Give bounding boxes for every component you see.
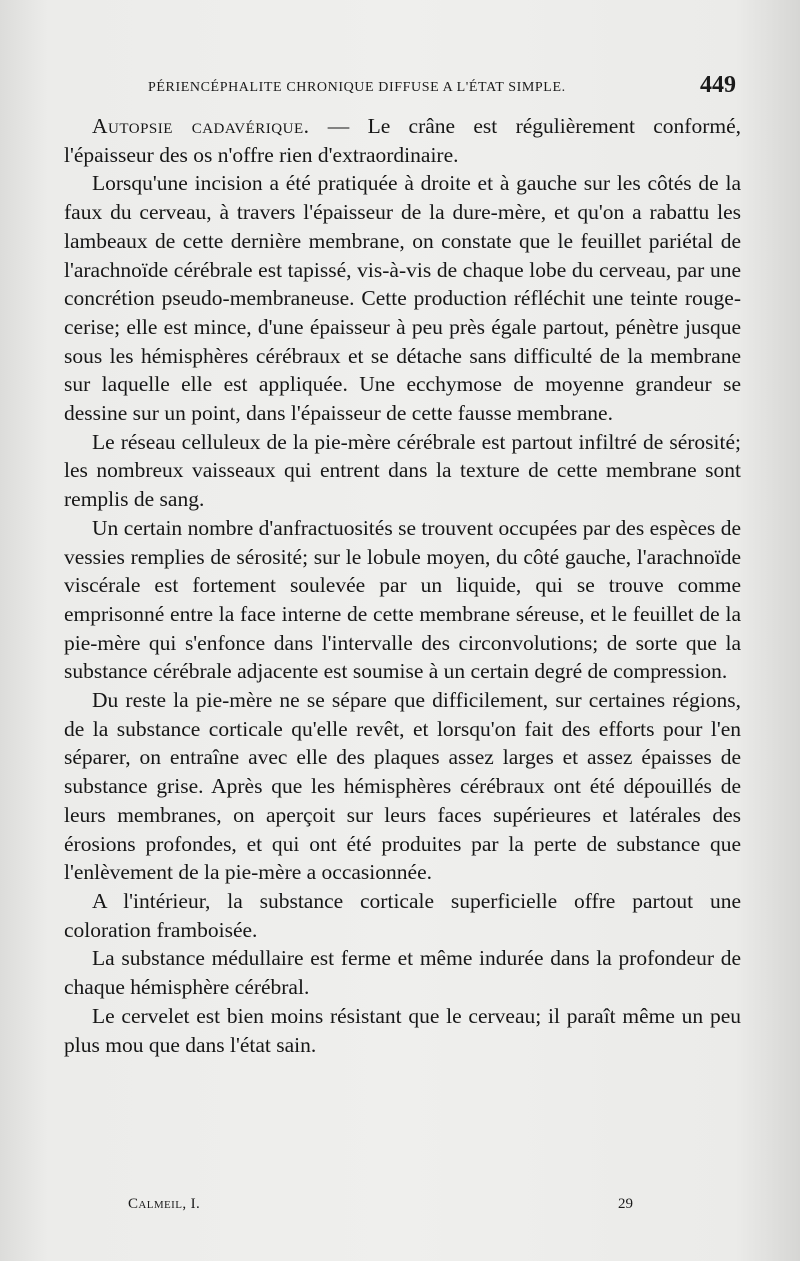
- paragraph-dura-mater: Lorsqu'une incision a été pratiquée à droite et à gauche sur les côtés de la faux du cerveau, à travers l'épaisseur de la dure-mère, et qu'on a rabattu les lambeaux de cette dernière membrane, on constate que le feuillet pariétal de l'arachnoïde cérébrale est tapissé, vis-à-vis de chaque lobe du cerveau, par une concrétion pseudo-membraneuse. Cette production réfléchit une teinte rouge-cerise; elle est mince, d'une épaisseur à peu près égale partout, pénètre jusque sous les hémisphères cérébraux et se détache sans difficulté de la membrane sur laquelle elle est appliquée. Une ecchymose de moyenne grandeur se dessine sur un point, dans l'épaisseur de cette fausse membrane.: [64, 171, 741, 426]
- footer-author: Calmeil, I.: [128, 1196, 201, 1212]
- body-text: [64, 112, 741, 1059]
- paragraph-text: — Le crâne est régulièrement conformé, l'épaisseur des os n'offre rien d'extraordinaire.: [64, 114, 742, 167]
- paragraph-pia-mater: Le réseau celluleux de la pie-mère cérébrale est partout infiltré de sérosité; les nombreux vaisseaux qui entrent dans la texture de cette membrane sont remplis de sang.: [64, 429, 741, 512]
- paragraph-cerebellum: Le cervelet est bien moins résistant que le cerveau; il paraît même un peu plus mou que dans l'état sain.: [64, 1003, 741, 1057]
- paragraph-autopsy: [64, 112, 741, 169]
- paragraph-medullary: La substance médullaire est ferme et même indurée dans la profondeur de chaque hémisphère cérébral.: [64, 946, 741, 1000]
- page-footer: [128, 1196, 648, 1218]
- paragraph-anfractuosities: Un certain nombre d'anfractuosités se trouvent occupées par des espèces de vessies remplies de sérosité; sur le lobule moyen, du côté gauche, l'arachnoïde viscérale est fortement soulevée par un liquide, qui se trouve comme emprisonné entre la face interne de cette membrane séreuse, et le feuillet de la pie-mère qui s'enfonce dans l'intervalle des circonvolutions; de sorte que la substance cérébrale adjacente est soumise à un certain degré de compression.: [64, 515, 741, 684]
- running-title: PÉRIENCÉPHALITE CHRONIQUE DIFFUSE A L'ÉTAT SIMPLE.: [148, 80, 566, 95]
- footer-signature: 29: [618, 1196, 633, 1212]
- section-lead: Autopsie cadavérique.: [92, 114, 310, 138]
- paragraph-cortical-erosions: Du reste la pie-mère ne se sépare que difficilement, sur certaines régions, de la substance corticale qu'elle revêt, et lorsqu'on fait des efforts pour l'en séparer, on entraîne avec elle des plaques assez larges et assez épaisses de substance grise. Après que les hémisphères cérébraux ont été dépouillés de leurs membranes, on aperçoit sur leurs faces supérieures et latérales des érosions profondes, et qui ont été produites par la perte de substance que l'enlèvement de la pie-mère a occasionnée.: [64, 688, 741, 885]
- paragraph-interior: A l'intérieur, la substance corticale superficielle offre partout une coloration framboisée.: [64, 888, 741, 942]
- running-head: [148, 74, 740, 102]
- page-number: 449: [700, 72, 736, 98]
